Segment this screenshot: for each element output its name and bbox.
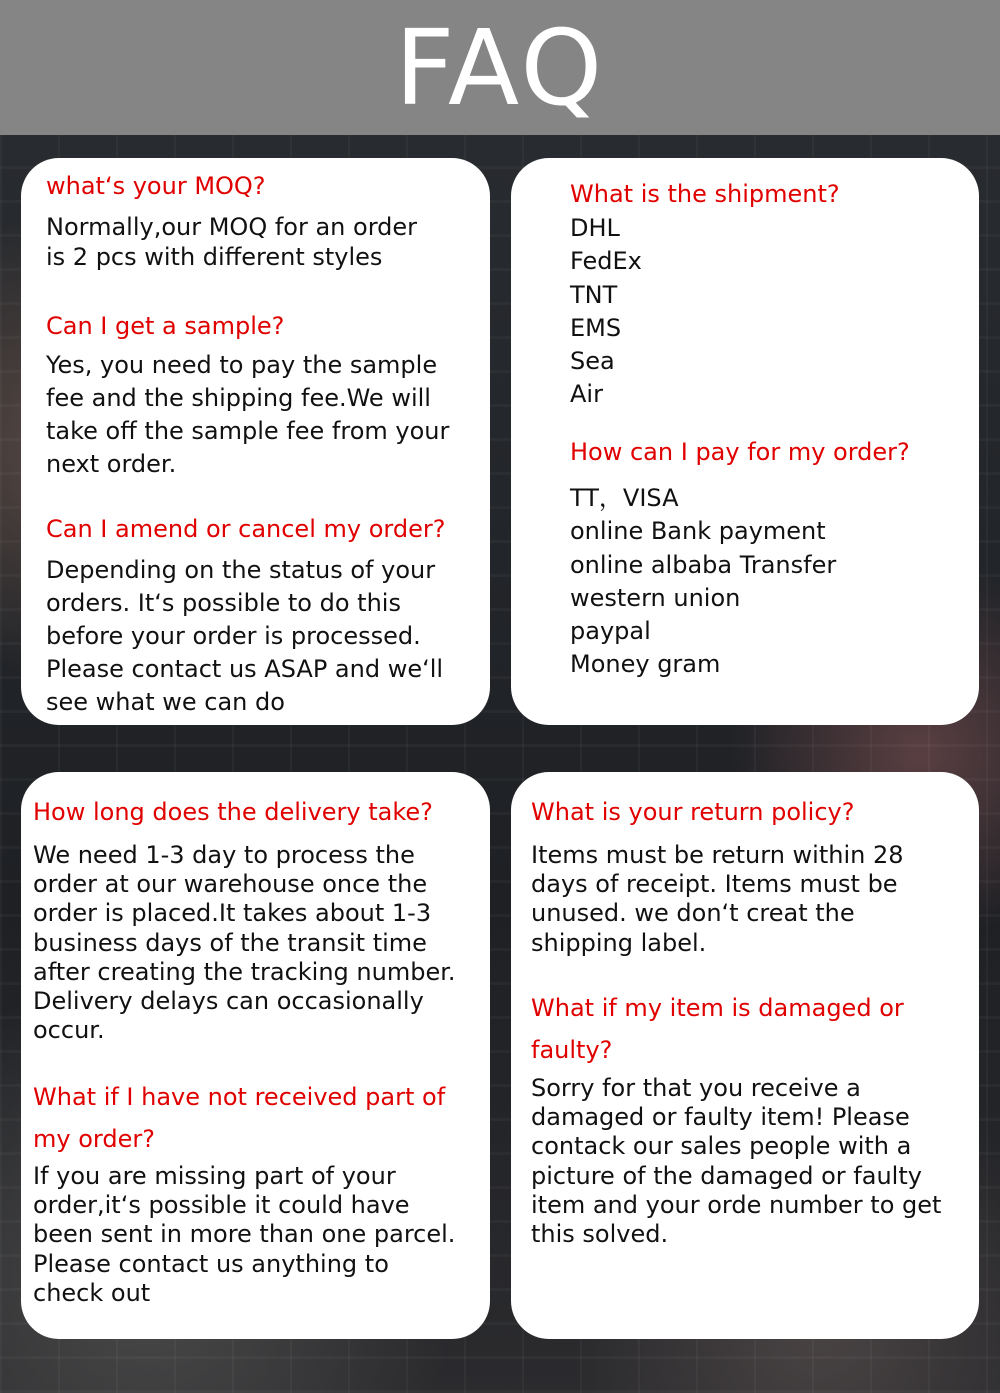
answer-missing-line-4: Please contact us anything to	[33, 1249, 389, 1278]
question-sample: Can I get a sample?	[46, 312, 285, 340]
answer-return-policy	[531, 841, 904, 958]
question-payment: How can I pay for my order?	[570, 438, 910, 466]
question-damaged-line-2: faulty?	[531, 1036, 613, 1064]
answer-sample-line-2: fee and the shipping fee.We will	[46, 384, 431, 412]
answer-missing-line-2: order,it‘s possible it could have	[33, 1191, 410, 1220]
faq-card-moq	[21, 158, 490, 725]
question-damaged-item	[531, 987, 904, 1071]
payment-list	[570, 482, 836, 682]
answer-return-line-2: days of receipt. Items must be	[531, 870, 898, 899]
answer-damaged-line-4: picture of the damaged or faulty	[531, 1161, 922, 1190]
answer-sample-line-4: next order.	[46, 450, 177, 478]
answer-delivery-line-1: We need 1-3 day to process the	[33, 841, 415, 869]
question-amend-cancel: Can I amend or cancel my order?	[46, 515, 446, 543]
shipment-item-dhl: DHL	[570, 214, 620, 242]
shipment-item-fedex: FedEx	[570, 247, 642, 276]
answer-return-line-1: Items must be return within 28	[531, 841, 904, 869]
shipment-item-air: Air	[570, 380, 603, 409]
question-delivery-time: How long does the delivery take?	[33, 798, 433, 826]
answer-amend-line-3: before your order is processed.	[46, 622, 421, 650]
answer-damaged-line-3: contack our sales people with a	[531, 1132, 912, 1161]
answer-missing-line-1: If you are missing part of your	[33, 1162, 396, 1190]
answer-sample	[46, 349, 449, 481]
payment-item-online-bank: online Bank payment	[570, 517, 826, 546]
answer-amend-line-2: orders. It‘s possible to do this	[46, 589, 401, 617]
question-missing-part	[33, 1076, 445, 1160]
answer-moq	[46, 212, 417, 272]
answer-sample-line-3: take off the sample fee from your	[46, 417, 450, 445]
answer-amend-line-1: Depending on the status of your	[46, 556, 436, 584]
answer-return-line-4: shipping label.	[531, 928, 707, 957]
answer-missing-part	[33, 1162, 455, 1308]
answer-moq-line-1: Normally,our MOQ for an order	[46, 213, 418, 241]
shipment-item-ems: EMS	[570, 313, 622, 342]
answer-delivery-line-2: order at our warehouse once the	[33, 870, 428, 899]
question-missing-line-1: What if I have not received part of	[33, 1083, 446, 1111]
shipment-item-tnt: TNT	[570, 280, 618, 309]
answer-damaged-line-5: item and your orde number to get	[531, 1190, 942, 1219]
answer-damaged-line-6: this solved.	[531, 1220, 669, 1249]
answer-amend-line-5: see what we can do	[46, 688, 285, 716]
question-damaged-line-1: What if my item is damaged or	[531, 994, 904, 1022]
answer-delivery-line-7: occur.	[33, 1016, 105, 1045]
faq-card-shipment-payment	[511, 158, 979, 725]
question-shipment: What is the shipment?	[570, 180, 840, 208]
shipment-list	[570, 212, 642, 412]
answer-damaged-line-1: Sorry for that you receive a	[531, 1074, 861, 1102]
payment-item-money-gram: Money gram	[570, 650, 721, 679]
answer-delivery-line-4: business days of the transit time	[33, 928, 427, 957]
header-band	[0, 0, 1000, 135]
payment-item-western-union: western union	[570, 583, 741, 612]
answer-amend-cancel	[46, 554, 443, 719]
answer-sample-line-1: Yes, you need to pay the sample	[46, 351, 438, 379]
answer-missing-line-5: check out	[33, 1278, 151, 1307]
payment-item-albaba-transfer: online albaba Transfer	[570, 550, 837, 579]
answer-return-line-3: unused. we don‘t creat the	[531, 899, 855, 928]
answer-missing-line-3: been sent in more than one parcel.	[33, 1220, 456, 1249]
answer-delivery-time	[33, 841, 456, 1045]
answer-delivery-line-6: Delivery delays can occasionally	[33, 987, 424, 1016]
payment-item-paypal: paypal	[570, 617, 651, 646]
payment-item-tt-visa: TT，VISA	[570, 484, 679, 512]
question-moq: what‘s your MOQ?	[46, 172, 266, 200]
answer-damaged-item	[531, 1074, 941, 1249]
answer-delivery-line-3: order is placed.It takes about 1-3	[33, 899, 432, 928]
answer-damaged-line-2: damaged or faulty item! Please	[531, 1103, 910, 1132]
faq-card-delivery	[21, 772, 490, 1339]
answer-amend-line-4: Please contact us ASAP and we‘ll	[46, 655, 444, 683]
question-missing-line-2: my order?	[33, 1125, 155, 1153]
answer-delivery-line-5: after creating the tracking number.	[33, 957, 456, 986]
faq-card-returns	[511, 772, 979, 1339]
page-title: FAQ	[394, 6, 606, 129]
shipment-item-sea: Sea	[570, 347, 615, 376]
answer-moq-line-2: is 2 pcs with different styles	[46, 243, 383, 271]
question-return-policy: What is your return policy?	[531, 798, 855, 826]
